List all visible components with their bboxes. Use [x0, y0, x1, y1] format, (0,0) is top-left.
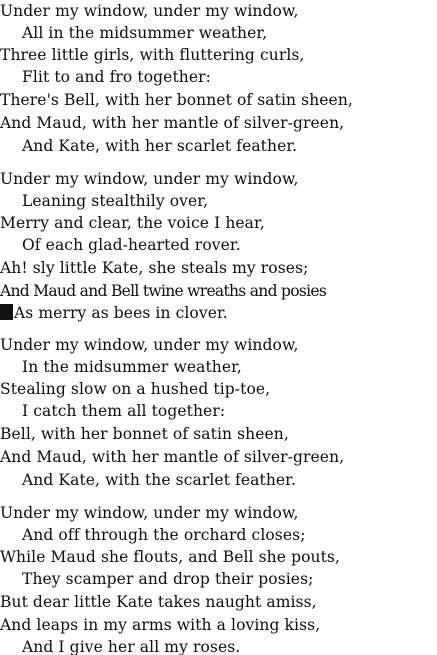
- stanza-4-line-7: And I give her all my roses.: [22, 638, 241, 655]
- stanza-2-line-7-text: As merry as bees in clover.: [14, 304, 228, 322]
- stanza-4-line-6: And leaps in my arms with a loving kiss,: [0, 616, 321, 634]
- stanza-4-line-4: They scamper and drop their posies;: [22, 570, 314, 588]
- stanza-2-line-6: And Maud and Bell twine wreaths and posies: [0, 282, 327, 300]
- stanza-1-line-4: Flit to and fro together:: [22, 68, 211, 86]
- stanza-3-line-6: And Maud, with her mantle of silver-green,: [0, 448, 345, 466]
- stanza-3-line-3: Stealing slow on a hushed tip-toe,: [0, 380, 271, 398]
- stanza-4-line-3: While Maud she flouts, and Bell she pouts,: [0, 548, 341, 566]
- stanza-3-line-5: Bell, with her bonnet of satin sheen,: [0, 425, 289, 443]
- stanza-1-line-5: There's Bell, with her bonnet of satin sheen,: [0, 91, 353, 109]
- stanza-1-line-6: And Maud, with her mantle of silver-green,: [0, 114, 345, 132]
- stanza-2-line-2: Leaning stealthily over,: [22, 192, 209, 210]
- stanza-2-line-3: Merry and clear, the voice I hear,: [0, 214, 265, 232]
- stanza-4-line-2: And off through the orchard closes;: [22, 526, 306, 544]
- stanza-1-line-1: Under my window, under my window,: [0, 2, 299, 20]
- ink-blot: [0, 304, 13, 320]
- stanza-2-line-5: Ah! sly little Kate, she steals my roses;: [0, 259, 309, 277]
- stanza-4-line-1: Under my window, under my window,: [0, 504, 299, 522]
- stanza-2-line-4: Of each glad-hearted rover.: [22, 236, 241, 254]
- stanza-1-line-7: And Kate, with her scarlet feather.: [22, 137, 298, 155]
- stanza-3-line-7: And Kate, with the scarlet feather.: [22, 471, 297, 489]
- stanza-1-line-2: All in the midsummer weather,: [22, 24, 268, 42]
- stanza-4-line-5: But dear little Kate takes naught amiss,: [0, 593, 317, 611]
- stanza-1-line-3: Three little girls, with fluttering curls,: [0, 46, 305, 64]
- stanza-3-line-1: Under my window, under my window,: [0, 336, 299, 354]
- stanza-3-line-4: I catch them all together:: [22, 402, 226, 420]
- stanza-2-line-7: [0, 302, 228, 324]
- stanza-3-line-2: In the midsummer weather,: [22, 358, 242, 376]
- stanza-2-line-1: Under my window, under my window,: [0, 170, 299, 188]
